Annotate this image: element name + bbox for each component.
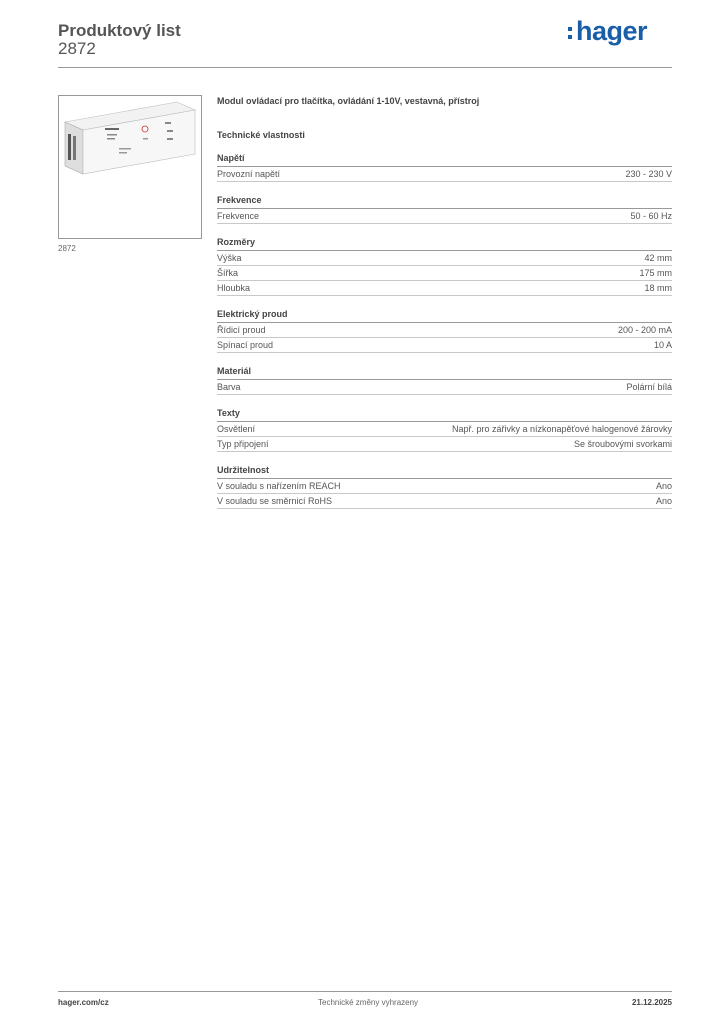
page-title: Produktový list bbox=[58, 21, 181, 40]
spec-label: Frekvence bbox=[217, 211, 260, 221]
spec-label: Výška bbox=[217, 253, 242, 263]
device-illustration-icon bbox=[59, 96, 201, 238]
spec-row bbox=[217, 479, 672, 494]
logo-text: hager bbox=[576, 16, 648, 46]
spec-value: Se šroubovými svorkami bbox=[573, 439, 672, 449]
spec-group-title: Elektrický proud bbox=[217, 309, 672, 323]
spec-group-title: Rozměry bbox=[217, 237, 672, 251]
spec-label: V souladu s nařízením REACH bbox=[217, 481, 341, 491]
spec-row bbox=[217, 281, 672, 296]
spec-group-title: Texty bbox=[217, 408, 672, 422]
spec-value: 50 - 60 Hz bbox=[630, 211, 672, 221]
spec-group bbox=[217, 366, 672, 395]
spec-value: Ano bbox=[655, 496, 672, 506]
spec-label: Řídicí proud bbox=[217, 325, 266, 335]
spec-value: Ano bbox=[655, 481, 672, 491]
spec-group bbox=[217, 309, 672, 353]
spec-content bbox=[217, 96, 672, 509]
spec-label: Šířka bbox=[217, 268, 239, 278]
spec-row bbox=[217, 209, 672, 224]
spec-row bbox=[217, 266, 672, 281]
spec-group-title: Frekvence bbox=[217, 195, 672, 209]
spec-value: 200 - 200 mA bbox=[617, 325, 672, 335]
spec-label: Hloubka bbox=[217, 283, 251, 293]
spec-group bbox=[217, 153, 672, 182]
section-title: Technické vlastnosti bbox=[217, 130, 305, 140]
spec-value: 230 - 230 V bbox=[625, 169, 672, 179]
product-caption: 2872 bbox=[58, 244, 76, 253]
spec-group bbox=[217, 237, 672, 296]
spec-row bbox=[217, 422, 672, 437]
spec-value: Např. pro zářivky a nízkonapěťové halogenové žárovky bbox=[452, 424, 672, 434]
spec-group bbox=[217, 195, 672, 224]
footer-notice: Technické změny vyhrazeny bbox=[318, 998, 419, 1007]
spec-group bbox=[217, 408, 672, 452]
spec-row bbox=[217, 494, 672, 509]
spec-value: 42 mm bbox=[644, 253, 672, 263]
spec-value: 18 mm bbox=[644, 283, 672, 293]
hager-logo[interactable] bbox=[568, 16, 647, 47]
spec-groups bbox=[217, 153, 672, 509]
spec-group-title: Udržitelnost bbox=[217, 465, 672, 479]
product-code: 2872 bbox=[58, 39, 96, 58]
footer-date: 21.12.2025 bbox=[631, 998, 672, 1007]
spec-row bbox=[217, 251, 672, 266]
footer-divider bbox=[58, 991, 672, 992]
spec-label: Spínací proud bbox=[217, 340, 274, 350]
header-divider bbox=[58, 67, 672, 68]
spec-label: Provozní napětí bbox=[217, 169, 281, 179]
spec-group bbox=[217, 465, 672, 509]
spec-label: Typ připojení bbox=[217, 439, 269, 449]
spec-row bbox=[217, 167, 672, 182]
product-image bbox=[58, 95, 202, 239]
spec-row bbox=[217, 323, 672, 338]
spec-value: Polární bílá bbox=[626, 382, 672, 392]
spec-value: 175 mm bbox=[639, 268, 672, 278]
spec-row bbox=[217, 380, 672, 395]
spec-label: Osvětlení bbox=[217, 424, 256, 434]
spec-value: 10 A bbox=[653, 340, 672, 350]
spec-row bbox=[217, 338, 672, 353]
product-description: Modul ovládací pro tlačítka, ovládání 1-10V, vestavná, přístroj bbox=[217, 96, 480, 106]
spec-label: Barva bbox=[217, 382, 241, 392]
footer-link[interactable]: hager.com/cz bbox=[58, 998, 109, 1007]
spec-row bbox=[217, 437, 672, 452]
spec-label: V souladu se směrnicí RoHS bbox=[217, 496, 333, 506]
spec-group-title: Materiál bbox=[217, 366, 672, 380]
spec-group-title: Napětí bbox=[217, 153, 672, 167]
